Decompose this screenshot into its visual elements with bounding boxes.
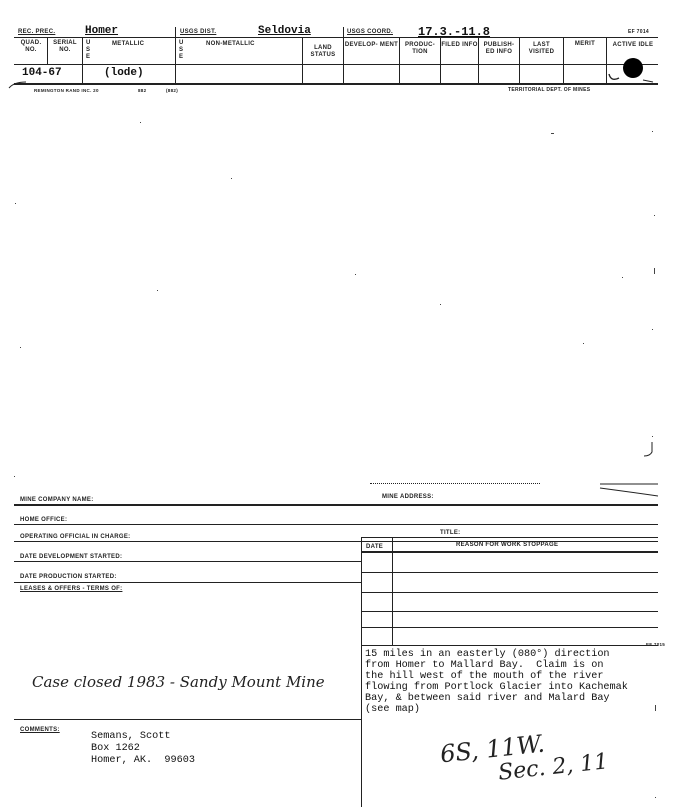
filed-info-label: FILED INFO <box>441 42 478 48</box>
development-label: DEVELOP- MENT <box>344 42 399 48</box>
location-line-1: 15 miles in an easterly (080°) direction <box>365 649 610 660</box>
metallic-label: METALLIC <box>112 41 145 47</box>
serial-no-label: SERIAL NO. <box>53 40 77 53</box>
active-idle-label: ACTIVE IDLE <box>612 42 654 48</box>
active-punch-mark <box>605 52 655 88</box>
form-number-2: EF 7015 <box>646 642 666 647</box>
usgs-coord-value: 17.3.-11.8 <box>418 25 491 39</box>
location-line-3: the hill west of the mouth of the river <box>365 671 604 682</box>
contact-city: Homer, AK. 99603 <box>91 755 195 766</box>
mine-company-name-label: MINE COMPANY NAME: <box>20 497 94 503</box>
non-metallic-label: NON-METALLIC <box>206 41 255 47</box>
contact-box: Box 1262 <box>91 743 140 754</box>
location-line-4: flowing from Portlock Glacier into Kachemak <box>365 682 628 693</box>
location-line-5: Bay, & between said river and Malard Bay <box>365 693 610 704</box>
department-label: TERRITORIAL DEPT. OF MINES <box>508 87 591 93</box>
printer-code: 882 <box>138 88 147 93</box>
location-line-6: (see map) <box>365 704 421 715</box>
handwritten-location-2: Sec. 2, 11 <box>496 749 610 786</box>
use-label: U S E <box>86 40 91 60</box>
handwritten-location-1: 6S, 11W. <box>438 729 546 769</box>
quad-serial-value: 104-67 <box>22 67 62 79</box>
mine-address-label: MINE ADDRESS: <box>382 494 434 500</box>
usgs-dist-value: Seldovia <box>258 25 311 37</box>
bracket-mark <box>540 440 660 498</box>
contact-name: Semans, Scott <box>91 731 171 742</box>
form-number: EF 7014 <box>628 29 650 35</box>
title-label: TITLE: <box>440 530 461 536</box>
home-office-label: HOME OFFICE: <box>20 517 68 523</box>
reason-col-label: REASON FOR WORK STOPPAGE <box>456 542 559 548</box>
location-line-2: from Homer to Mallard Bay. Claim is on <box>365 660 604 671</box>
production-label: PRODUC- TION <box>404 42 436 55</box>
printer-note: REMINGTON RAND INC. 20 <box>34 88 99 93</box>
last-visited-label: LAST VISITED <box>528 42 555 55</box>
comments-label: COMMENTS: <box>20 727 60 733</box>
operating-official-label: OPERATING OFFICIAL IN CHARGE: <box>20 534 131 540</box>
date-production-label: DATE PRODUCTION STARTED: <box>20 574 117 580</box>
metallic-value: (lode) <box>104 67 144 79</box>
date-development-label: DATE DEVELOPMENT STARTED: <box>20 554 123 560</box>
merit-label: MERIT <box>574 41 596 47</box>
usgs-dist-label: USGS DIST. <box>180 29 217 35</box>
published-info-label: PUBLISH- ED INFO <box>483 42 515 55</box>
rec-prec-label: REC. PREC. <box>18 29 56 35</box>
row-curve-mark <box>8 76 28 90</box>
leases-offers-label: LEASES & OFFERS - TERMS OF: <box>20 586 123 592</box>
quad-no-label: QUAD. NO. <box>20 40 42 53</box>
date-col-label: DATE <box>366 544 384 550</box>
use2-label: U S E <box>179 40 184 60</box>
land-status-label: LAND STATUS <box>310 45 336 58</box>
usgs-coord-label: USGS COORD. <box>347 29 393 35</box>
rec-prec-value: Homer <box>85 25 119 37</box>
printer-code-2: (882) <box>166 88 179 93</box>
handwritten-case-note: Case closed 1983 - Sandy Mount Mine <box>32 673 325 691</box>
